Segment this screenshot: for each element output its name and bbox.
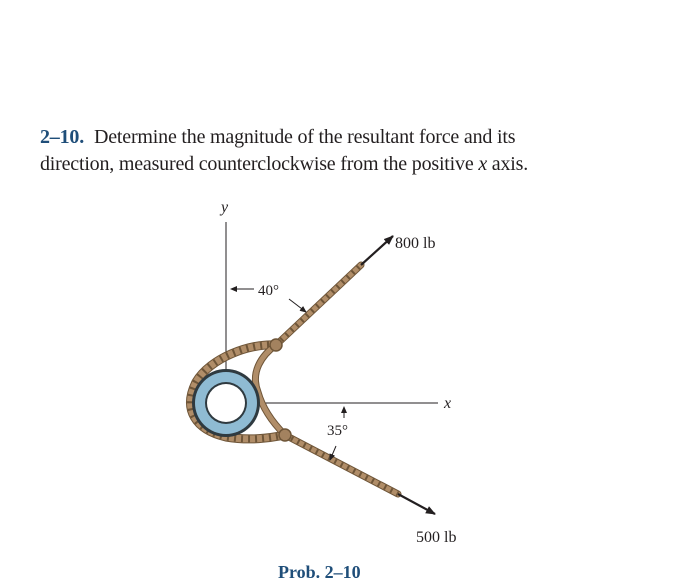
force-label-500: 500 lb (416, 529, 457, 546)
upper-rope (276, 265, 361, 345)
force-arrow-500 (398, 494, 435, 514)
problem-text-line-2-end: axis. (487, 153, 529, 175)
problem-text-line-2: direction, measured counterclockwise from the positive (40, 153, 479, 175)
angle-label-35: 35° (327, 423, 348, 439)
problem-axis-variable: x (478, 153, 487, 175)
problem-text-line-1: Determine the magnitude of the resultant force and its (94, 126, 516, 148)
problem-number: 2–10. (40, 126, 85, 148)
force-label-800: 800 lb (395, 235, 436, 252)
y-axis-label: y (221, 199, 229, 216)
figure-caption: Prob. 2–10 (278, 562, 361, 582)
angle-label-40: 40° (258, 283, 279, 299)
force-arrow-800 (361, 236, 393, 265)
pipe (192, 369, 260, 437)
x-axis-label: x (444, 395, 452, 412)
lower-rope (285, 435, 398, 494)
